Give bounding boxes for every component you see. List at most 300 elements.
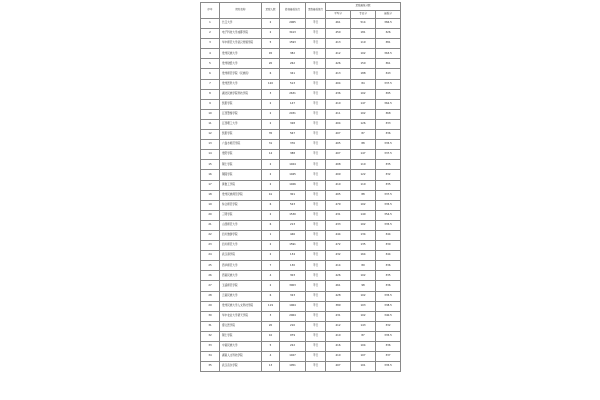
header-rank: 投档最低位次 <box>280 3 306 19</box>
cell-batch: 平行 <box>306 69 326 79</box>
cell-min: 102 <box>351 291 376 301</box>
cell-min: 140 <box>351 210 376 220</box>
table-row <box>201 190 401 200</box>
cell-seq: 30 <box>201 311 220 321</box>
cell-batch: 平行 <box>306 150 326 160</box>
cell-plan: 2 <box>262 170 280 180</box>
table-row <box>201 301 401 311</box>
cell-batch: 平行 <box>306 19 326 29</box>
cell-plan: 1 <box>262 230 280 240</box>
cell-avg: 444 <box>326 230 351 240</box>
cell-avg: 413 <box>326 39 351 49</box>
cell-plan: 119 <box>262 301 280 311</box>
header-avg: 平均分 <box>326 11 351 19</box>
cell-plan: 2 <box>262 19 280 29</box>
cell-name: 湖北民族学院科技学院 <box>220 89 262 99</box>
cell-avg-rank: 1593 <box>280 39 306 49</box>
cell-avg: 436 <box>326 89 351 99</box>
cell-batch: 平行 <box>306 311 326 321</box>
cell-plan: 2 <box>262 99 280 109</box>
table-row <box>201 281 401 291</box>
cell-plan: 2 <box>262 29 280 39</box>
cell-batch: 平行 <box>306 251 326 261</box>
table-row <box>201 210 401 220</box>
cell-avg: 404 <box>326 119 351 129</box>
cell-plan: 4 <box>262 271 280 281</box>
cell-min: 147 <box>351 99 376 109</box>
cell-plan: 41 <box>262 190 280 200</box>
cell-avg: 426 <box>326 59 351 69</box>
cell-avg: 405 <box>326 140 351 150</box>
cell-avg: 408 <box>326 160 351 170</box>
cell-name: 中南民族大学 <box>220 342 262 352</box>
cell-avg-rank: 262 <box>280 59 306 69</box>
cell-name: 西华师范大学 <box>220 261 262 271</box>
cell-min: 101 <box>351 362 376 372</box>
table-row <box>201 200 401 210</box>
cell-avg: 412 <box>326 49 351 59</box>
cell-max: 335.5 <box>376 200 401 210</box>
cell-seq: 12 <box>201 130 220 140</box>
cell-avg-rank: 323 <box>280 291 306 301</box>
cell-batch: 平行 <box>306 362 326 372</box>
cell-seq: 5 <box>201 59 220 69</box>
cell-seq: 3 <box>201 39 220 49</box>
admission-table <box>200 2 401 372</box>
cell-batch: 平行 <box>306 89 326 99</box>
cell-min: 181 <box>351 29 376 39</box>
table-row <box>201 39 401 49</box>
cell-min: 122 <box>351 170 376 180</box>
cell-avg: 389 <box>326 301 351 311</box>
cell-avg: 411 <box>326 109 351 119</box>
cell-avg: 410 <box>326 352 351 362</box>
cell-name: 云南民族大学 <box>220 291 262 301</box>
cell-min: 104 <box>351 342 376 352</box>
cell-max: 338.5 <box>376 301 401 311</box>
cell-avg: 433 <box>326 220 351 230</box>
cell-max: 337.5 <box>376 150 401 160</box>
cell-avg-rank: 301 <box>280 190 306 200</box>
cell-batch: 平行 <box>306 241 326 251</box>
cell-max: 395 <box>376 89 401 99</box>
cell-name: 铜仁学院 <box>220 331 262 341</box>
cell-seq: 34 <box>201 352 220 362</box>
cell-name: 综合师范学院 <box>220 200 262 210</box>
cell-max: 336 <box>376 261 401 271</box>
cell-batch: 平行 <box>306 331 326 341</box>
cell-seq: 19 <box>201 200 220 210</box>
cell-avg: 450 <box>326 29 351 39</box>
cell-max: 335.5 <box>376 140 401 150</box>
cell-plan: 3 <box>262 311 280 321</box>
cell-avg: 405 <box>326 190 351 200</box>
cell-batch: 平行 <box>306 180 326 190</box>
cell-name: 华中农业大学楚天学院 <box>220 311 262 321</box>
header-name: 院校名称 <box>220 3 262 19</box>
cell-plan: 13 <box>262 362 280 372</box>
cell-max: 332 <box>376 321 401 331</box>
cell-avg-rank: 1024 <box>280 160 306 170</box>
cell-plan: 2 <box>262 160 280 170</box>
cell-seq: 9 <box>201 99 220 109</box>
cell-name: 四川师范大学 <box>220 241 262 251</box>
header-min: 专业分 <box>351 11 376 19</box>
cell-batch: 平行 <box>306 261 326 271</box>
cell-avg-rank: 2064 <box>280 311 306 321</box>
cell-batch: 平行 <box>306 119 326 129</box>
cell-avg-rank: 213 <box>280 220 306 230</box>
cell-max: 381 <box>376 39 401 49</box>
document-page <box>200 2 400 398</box>
cell-avg: 412 <box>326 321 351 331</box>
table-row <box>201 180 401 190</box>
cell-max: 336 <box>376 130 401 140</box>
cell-avg: 431 <box>326 210 351 220</box>
cell-seq: 20 <box>201 210 220 220</box>
cell-name: 凯里学院 <box>220 99 262 109</box>
cell-min: 102 <box>351 200 376 210</box>
cell-min: 89 <box>351 261 376 271</box>
cell-avg-rank: 382 <box>280 49 306 59</box>
table-row <box>201 311 401 321</box>
table-row <box>201 220 401 230</box>
cell-avg-rank: 2031 <box>280 109 306 119</box>
cell-batch: 平行 <box>306 291 326 301</box>
table-row <box>201 241 401 251</box>
header-batch: 录取最低批次 <box>306 3 326 19</box>
cell-min: 188 <box>351 69 376 79</box>
cell-min: 88 <box>351 190 376 200</box>
cell-avg-rank: 446 <box>280 230 306 240</box>
cell-avg: 413 <box>326 69 351 79</box>
cell-seq: 31 <box>201 321 220 331</box>
cell-min: 102 <box>351 311 376 321</box>
cell-avg-rank: 1045 <box>280 170 306 180</box>
cell-name: 长江大学 <box>220 19 262 29</box>
cell-name: 黄淮工学院 <box>220 180 262 190</box>
cell-batch: 平行 <box>306 170 326 180</box>
cell-batch: 平行 <box>306 210 326 220</box>
cell-min: 147 <box>351 150 376 160</box>
cell-plan: 2 <box>262 281 280 291</box>
cell-seq: 33 <box>201 342 220 352</box>
cell-max: 362.5 <box>376 99 401 109</box>
cell-min: 107 <box>351 352 376 362</box>
cell-avg: 431 <box>326 311 351 321</box>
cell-min: 84 <box>351 79 376 89</box>
cell-avg: 432 <box>326 251 351 261</box>
cell-max: 343 <box>376 69 401 79</box>
cell-batch: 平行 <box>306 39 326 49</box>
cell-batch: 平行 <box>306 342 326 352</box>
cell-max: 363.5 <box>376 49 401 59</box>
header-score-group: 录取最低分数 <box>326 3 401 11</box>
cell-avg-rank: 303 <box>280 271 306 281</box>
cell-name: 铜仁学院 <box>220 160 262 170</box>
cell-batch: 平行 <box>306 352 326 362</box>
table-row <box>201 170 401 180</box>
cell-min: 102 <box>351 49 376 59</box>
header-seq: 序号 <box>201 3 220 19</box>
cell-min: 110 <box>351 160 376 170</box>
cell-batch: 平行 <box>306 220 326 230</box>
cell-plan: 35 <box>262 130 280 140</box>
cell-min: 126 <box>351 119 376 129</box>
cell-avg-rank: 328 <box>280 119 306 129</box>
cell-avg: 410 <box>326 180 351 190</box>
cell-batch: 平行 <box>306 109 326 119</box>
cell-avg-rank: 134 <box>280 251 306 261</box>
cell-min: 87 <box>351 331 376 341</box>
cell-plan: 120 <box>262 79 280 89</box>
cell-avg: 407 <box>326 362 351 372</box>
cell-avg-rank: 2965 <box>280 19 306 29</box>
cell-batch: 平行 <box>306 200 326 210</box>
cell-max: 361 <box>376 59 401 69</box>
header-max: 最低分 <box>376 11 401 19</box>
cell-min: 88 <box>351 140 376 150</box>
cell-name: 六盘水师范学院 <box>220 140 262 150</box>
cell-max: 384.5 <box>376 19 401 29</box>
cell-max: 335.5 <box>376 331 401 341</box>
cell-name: 贵州民族大学人文科技学院 <box>220 301 262 311</box>
cell-max: 335 <box>376 271 401 281</box>
cell-avg-rank: 1591 <box>280 241 306 251</box>
cell-min: 110 <box>351 180 376 190</box>
cell-seq: 32 <box>201 331 220 341</box>
cell-max: 344 <box>376 251 401 261</box>
cell-name: 三明学院 <box>220 210 262 220</box>
cell-seq: 35 <box>201 362 220 372</box>
cell-batch: 平行 <box>306 271 326 281</box>
cell-max: 340.5 <box>376 311 401 321</box>
cell-avg-rank: 1530 <box>280 210 306 220</box>
table-row <box>201 321 401 331</box>
cell-seq: 11 <box>201 119 220 129</box>
cell-seq: 14 <box>201 150 220 160</box>
cell-min: 135 <box>351 241 376 251</box>
cell-avg-rank: 210 <box>280 321 306 331</box>
cell-plan: 6 <box>262 69 280 79</box>
cell-avg: 410 <box>326 99 351 109</box>
cell-min: 119 <box>351 39 376 49</box>
table-row <box>201 69 401 79</box>
cell-avg-rank: 979 <box>280 331 306 341</box>
cell-seq: 15 <box>201 160 220 170</box>
cell-avg-rank: 1027 <box>280 352 306 362</box>
cell-avg: 414 <box>326 261 351 271</box>
cell-avg-rank: 376 <box>280 140 306 150</box>
table-row <box>201 109 401 119</box>
table-row <box>201 331 401 341</box>
cell-plan: 3 <box>262 89 280 99</box>
table-row <box>201 362 401 372</box>
cell-min: 134 <box>351 230 376 240</box>
cell-seq: 24 <box>201 251 220 261</box>
cell-name: 铜陵学院 <box>220 170 262 180</box>
cell-avg-rank: 388 <box>280 150 306 160</box>
cell-name: 凯里学院 <box>220 130 262 140</box>
cell-avg: 461 <box>326 19 351 29</box>
cell-seq: 7 <box>201 79 220 89</box>
cell-avg: 407 <box>326 130 351 140</box>
cell-max: 333 <box>376 119 401 129</box>
cell-seq: 13 <box>201 140 220 150</box>
cell-min: 102 <box>351 220 376 230</box>
cell-max: 336 <box>376 342 401 352</box>
table-row <box>201 19 401 29</box>
cell-batch: 平行 <box>306 49 326 59</box>
cell-name: 贵州财经大学 <box>220 59 262 69</box>
table-row <box>201 352 401 362</box>
cell-name: 华中师范大学武汉传媒学院 <box>220 39 262 49</box>
cell-name: 贵州民族师范学院 <box>220 190 262 200</box>
cell-plan: 2 <box>262 210 280 220</box>
cell-batch: 平行 <box>306 99 326 109</box>
cell-batch: 平行 <box>306 29 326 39</box>
cell-batch: 平行 <box>306 160 326 170</box>
table-body <box>201 19 401 372</box>
table-row <box>201 291 401 301</box>
cell-avg-rank: 341 <box>280 69 306 79</box>
table-row <box>201 150 401 160</box>
cell-min: 87 <box>351 130 376 140</box>
cell-name: 武汉商学院 <box>220 251 262 261</box>
cell-name: 江西理工大学 <box>220 119 262 129</box>
cell-max: 337.5 <box>376 190 401 200</box>
cell-avg-rank: 3003 <box>280 281 306 291</box>
cell-plan: 2 <box>262 180 280 190</box>
cell-seq: 25 <box>201 261 220 271</box>
table-row <box>201 119 401 129</box>
cell-avg-rank: 523 <box>280 200 306 210</box>
cell-seq: 2 <box>201 29 220 39</box>
cell-max: 337.5 <box>376 79 401 89</box>
cell-avg: 407 <box>326 150 351 160</box>
cell-plan: 6 <box>262 291 280 301</box>
table-row <box>201 261 401 271</box>
cell-batch: 平行 <box>306 140 326 150</box>
cell-seq: 21 <box>201 220 220 230</box>
table-row <box>201 130 401 140</box>
cell-max: 335 <box>376 180 401 190</box>
cell-min: 102 <box>351 271 376 281</box>
table-row <box>201 342 401 352</box>
cell-seq: 17 <box>201 180 220 190</box>
cell-seq: 8 <box>201 89 220 99</box>
cell-avg-rank: 3413 <box>280 29 306 39</box>
cell-plan: 20 <box>262 59 280 69</box>
cell-max: 330 <box>376 241 401 251</box>
cell-min: 102 <box>351 89 376 99</box>
cell-avg: 426 <box>326 271 351 281</box>
cell-batch: 平行 <box>306 281 326 291</box>
cell-batch: 平行 <box>306 230 326 240</box>
cell-batch: 平行 <box>306 321 326 331</box>
cell-seq: 23 <box>201 241 220 251</box>
table-row <box>201 230 401 240</box>
cell-avg: 410 <box>326 331 351 341</box>
cell-max: 326 <box>376 29 401 39</box>
cell-max: 368 <box>376 109 401 119</box>
cell-name: 贵州民族大学 <box>220 49 262 59</box>
cell-batch: 平行 <box>306 59 326 69</box>
table-row <box>201 140 401 150</box>
cell-avg-rank: 1051 <box>280 362 306 372</box>
cell-name: 四川旅游学院 <box>220 230 262 240</box>
cell-seq: 26 <box>201 271 220 281</box>
cell-plan: 6 <box>262 200 280 210</box>
table-row <box>201 160 401 170</box>
cell-avg: 461 <box>326 281 351 291</box>
header-plan: 录取人数 <box>262 3 280 19</box>
cell-max: 336 <box>376 281 401 291</box>
cell-avg-rank: 130 <box>280 261 306 271</box>
cell-name: 江西警察学院 <box>220 109 262 119</box>
table-row <box>201 251 401 261</box>
table-row <box>201 29 401 39</box>
cell-avg-rank: 2631 <box>280 89 306 99</box>
cell-batch: 平行 <box>306 130 326 140</box>
cell-plan: 20 <box>262 321 280 331</box>
cell-plan: 2 <box>262 119 280 129</box>
cell-avg: 409 <box>326 170 351 180</box>
cell-name: 贵州师范学院（民族班） <box>220 69 262 79</box>
cell-seq: 1 <box>201 19 220 29</box>
cell-batch: 平行 <box>306 190 326 200</box>
table-row <box>201 79 401 89</box>
cell-avg: 404 <box>326 79 351 89</box>
cell-min: 98 <box>351 281 376 291</box>
cell-max: 335.5 <box>376 220 401 230</box>
cell-name: 电子科技大学成都学院 <box>220 29 262 39</box>
cell-max: 335 <box>376 160 401 170</box>
cell-plan: 14 <box>262 150 280 160</box>
cell-avg-rank: 222 <box>280 342 306 352</box>
table-row <box>201 89 401 99</box>
cell-plan: 2 <box>262 109 280 119</box>
cell-plan: 2 <box>262 241 280 251</box>
cell-seq: 16 <box>201 170 220 180</box>
cell-batch: 平行 <box>306 301 326 311</box>
cell-avg: 416 <box>326 342 351 352</box>
cell-name: 西南民族大学 <box>220 271 262 281</box>
cell-plan: 45 <box>262 49 280 59</box>
cell-name: 玉溪师范学院 <box>220 281 262 291</box>
cell-plan: 31 <box>262 140 280 150</box>
table-row <box>201 271 401 281</box>
cell-seq: 18 <box>201 190 220 200</box>
cell-name: 湖南人文科技学院 <box>220 352 262 362</box>
cell-min: 143 <box>351 321 376 331</box>
cell-max: 335.5 <box>376 291 401 301</box>
cell-plan: 4 <box>262 352 280 362</box>
cell-avg: 428 <box>326 291 351 301</box>
cell-plan: 5 <box>262 342 280 352</box>
cell-avg-rank: 567 <box>280 130 306 140</box>
cell-max: 344 <box>376 230 401 240</box>
cell-name: 贵州医科大学 <box>220 79 262 89</box>
table-row <box>201 59 401 69</box>
cell-max: 335.5 <box>376 362 401 372</box>
cell-seq: 28 <box>201 291 220 301</box>
cell-max: 337 <box>376 352 401 362</box>
cell-avg-rank: 147 <box>280 99 306 109</box>
cell-name: 遵义医学院 <box>220 321 262 331</box>
cell-seq: 27 <box>201 281 220 291</box>
cell-min: 514 <box>351 19 376 29</box>
